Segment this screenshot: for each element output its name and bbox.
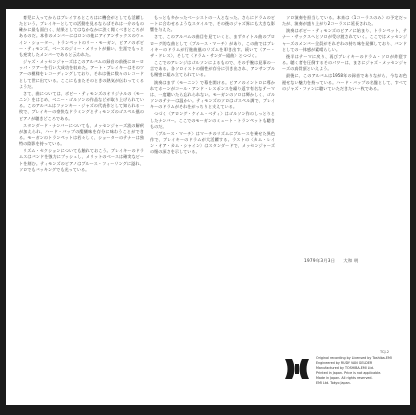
paragraph: 〈ブルース・マーチ〉はマーチのリズムにブルースを乗せた異色作で、ブレイキーのドラムが大活躍する。ラストの〈カム・レイン・オア・カム・シャイン〉はスタンダードで、メッセンジャーズの懐の深さを示している。 <box>150 130 275 155</box>
credit-line: Printed in Japan. Price is not applicable. <box>316 371 382 375</box>
paragraph: さて、このアルバムの曲目を見ていくと、まずタイトル曲のプロローグ的な曲として〈ブルース・マーチ〉があり、この曲ではブレイキーのドラムが行進曲風のリズムを叩き出す。続いて〈アー・ザ・ドレス〉、そして〈ドラム・サンダー組曲〉とつづく。 <box>150 34 275 58</box>
paragraph: さて、曲については、ボビー・ティモンズのオリジナルの〈モーニン〉をはじめ、ベニー・ゴルソンの作品などが取り上げられている。このアルバムはファンキー・ジャズの代表作として知られる一枚で、ブレイキーの豪快なドラミングとティモンズのゴスペル風のピアノが聴きどころである。 <box>19 90 144 121</box>
credit-line: EMI Ltd. Tokyo Japan. <box>316 381 351 385</box>
paragraph: ソロ演奏を担当している。本来は〈1コーラスのみ〉の予定だったが、演奏が盛り上がり2コーラスに延長された。 <box>282 15 407 27</box>
credit-line: Manufactured by TOSHIBA-EMI Ltd. <box>316 366 374 370</box>
paragraph: ここでのアレンジはゴルソンによるもので、その手腕は見事の一言である。各ソロイストの個性が存分に引き出され、アンサンブルも緻密に組み立てられている。 <box>150 60 275 78</box>
signature <box>304 258 359 264</box>
paragraph: もっとも多かったベーシストの一人となった。さらにドラムのビートに合わせるようなスタイルで、その後のジャズ界にも大きな影響を与えた。 <box>150 15 275 33</box>
paragraph: 演奏はまず〈モーニン〉で幕を開ける。ピアノのイントロに導かれてホーンがコール・アンド・レスポンスを繰り返す有名なテーマは、一度聴いたら忘れられない。モーガンのソロは輝かしく、ゴルソンのテナーは温かい。ティモンズのソロはゴスペル調で、ブレイキーのドラムがそれをがっちりと支えている。 <box>150 79 275 110</box>
date: 1979年3月3日 <box>304 258 336 263</box>
paragraph: ジャズ・メッセンジャーズはこのアルバムの録音の前後にヨーロッパ・ツアーを行い大成功を収めた。アート・ブレイキーはそのツアーの模様をレコーディングしており、それは後に数々のレコードとして世に出ている。ここにもまたそのときの熱気が伝わってくるようだ。 <box>19 59 144 89</box>
credits-block <box>316 356 406 386</box>
border-right <box>410 0 416 415</box>
paragraph: つづく〈アロング・ケイム・ベティ〉はゴルソン作のしっとりとしたナンバー。ここでのモーガンのミュート・トランペットも聴きものだ。 <box>150 111 275 129</box>
paragraph: 育児に入ってからはブレイするところはに機会がとしても活躍したという。ブレイキーとしての活動を見るならばそれは一介のもの確かに最も面白く、結果としてはなかなかに渋く聞くべきところがあるのだ。本作のメンバーにはロンの他にアイアンサックスのウェイン・ショーター、トランペットのリー・モーガン、ピアノのボビー・ティモンズ、ベースのジミー・メリットが揃い、生涯でもっとも充実したメンバーであると云われた。 <box>19 15 144 57</box>
paragraph: 演奏はボビー・ティモンズのピアノに始まり、トランペット、テナー・サックスへとソロが受け渡されていく。ここではメッセンジャーズのメンバー全員がそれぞれの持ち味を発揮しており、バンドとしての一体感が素晴らしい。 <box>282 28 407 52</box>
border-left <box>0 0 6 415</box>
catalog-number: TCJ-2 <box>380 350 390 354</box>
author: 大和 明 <box>343 258 359 263</box>
text-column-3 <box>282 15 407 235</box>
text-column-2 <box>150 15 275 285</box>
border-bottom <box>0 405 416 415</box>
border-top <box>0 0 416 9</box>
paragraph: リズム・セクションについても触れておこう。ブレイキーのドラムスはバンドを強力にプッシュし、メリットのベースは確実なビートを刻む。ティモンズのピアノはブルース・フィーリングに溢れ、ソロでもバッキングでも光っている。 <box>19 148 144 172</box>
credit-line: Engineered by RUDY VAN GELDER <box>316 361 373 365</box>
paragraph: スタンダード・ナンバーについても、メッセンジャーズ流の解釈が加えられ、ハード・バップの醍醐味を存分に味わうことができる。モーガンのトランペットは若々しく、ショーターのテナーは独特の陰影を持っている。 <box>19 122 144 147</box>
credit-line: Original recording by Licensed by Toshiba-EMI <box>316 356 392 360</box>
paragraph: 最後に、このアルバムは1958年の録音でありながら、今なお色褪せない魅力を持っている。ハード・バップの名盤として、すべてのジャズ・ファンに聴いていただきたい一枚である。 <box>282 73 407 91</box>
record-label-logo-icon <box>283 355 311 383</box>
text-column-1 <box>19 15 144 383</box>
credit-line: Made in Japan. All rights reserved. <box>316 376 373 380</box>
paragraph: 後半はテーマに戻り、再びブレイキーのドラム・ソロが炸裂する。聴く者を圧倒するそのパワーは、まさにジャズ・メッセンジャーズの真骨頂といえよう。 <box>282 53 407 72</box>
